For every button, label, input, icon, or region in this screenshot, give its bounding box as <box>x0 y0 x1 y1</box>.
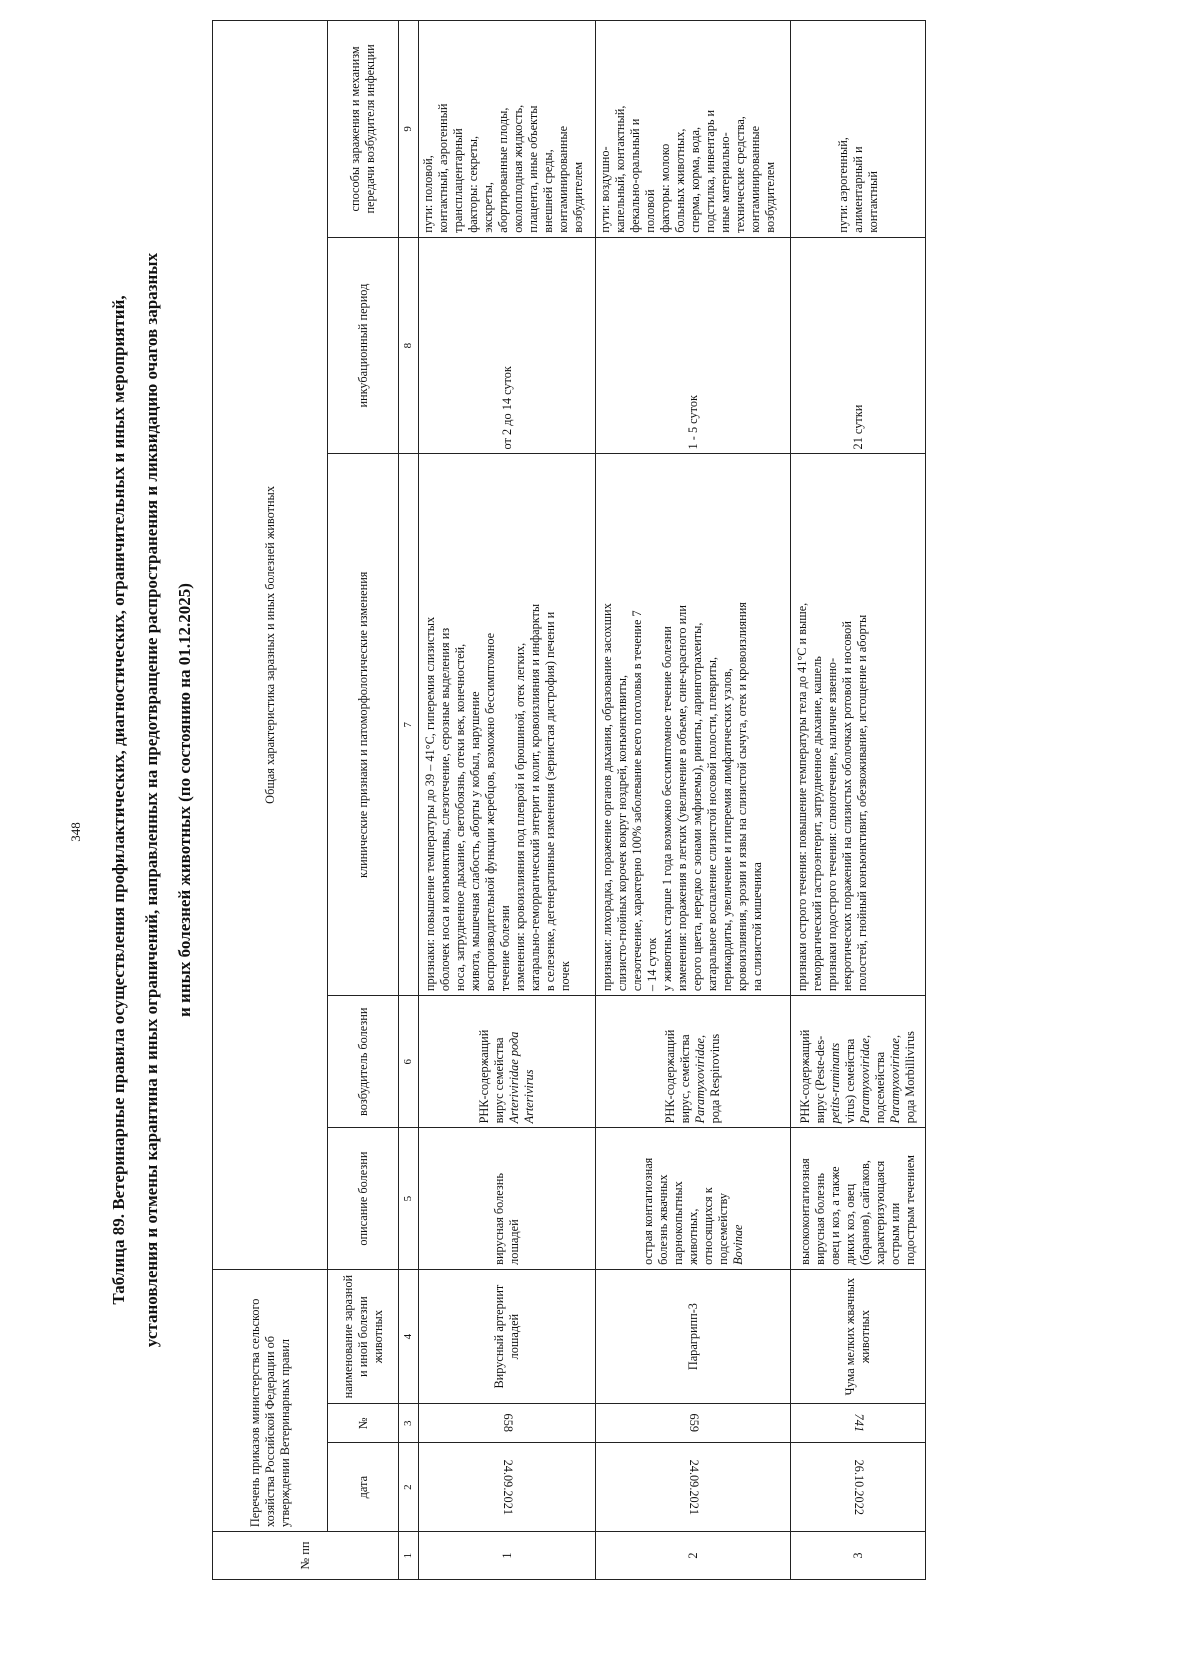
header-date: дата <box>328 1443 399 1532</box>
description-line: подсемейству <box>715 1192 730 1265</box>
agent-line: подсемейства <box>873 1051 887 1124</box>
incubation-period: 21 сутки <box>791 237 926 454</box>
table-row <box>419 21 596 1580</box>
description-line: парнокопытных <box>670 1181 685 1265</box>
description-line: высококонтагиозная <box>798 1158 812 1265</box>
header-clinical: клинические признаки и патоморфологические изменения <box>328 454 399 996</box>
clinical-line: в селезенке, дегенеративные изменения (зернистая дистрофия) печени и <box>543 611 557 992</box>
col-number: 1 <box>399 1532 419 1580</box>
description-line: подострым течением <box>903 1154 917 1265</box>
agent-line: РНК-содержащий <box>798 1029 812 1124</box>
order-date <box>419 1443 596 1532</box>
transmission <box>791 21 926 238</box>
disease-description <box>791 1128 926 1269</box>
description-line: животных, <box>685 1208 700 1265</box>
title-line: и иных болезней животных (по состоянию на 01.12.2025) <box>175 583 194 1017</box>
clinical-line: признаки острого течения: повышение температуры тела до 41°С и выше, <box>795 602 809 992</box>
header-description: описание болезни <box>328 1128 399 1269</box>
transmission-line: факторы: секреты, <box>466 135 480 233</box>
header-orders-group: Перечень приказов министерства сельского хозяйства Российской Федерации об утверждении Ветеринарных правил <box>213 1269 328 1531</box>
transmission-line: технические средства, <box>733 116 747 233</box>
order-number-text: 659 <box>686 1414 701 1433</box>
description-line: диких коз, овец <box>843 1183 857 1265</box>
description-line: Bovinae <box>730 1224 745 1265</box>
col-number: 2 <box>399 1443 419 1532</box>
order-number <box>791 1404 926 1443</box>
clinical-line: перикардиты, увеличение и гиперемия лимфатических узлов, <box>720 668 734 992</box>
disease-name: Чума мелких жвачных животных <box>791 1269 926 1404</box>
transmission-line: плацента, иные объекты <box>526 105 540 233</box>
agent-line: рода Respirovirus <box>708 1033 722 1124</box>
clinical-signs <box>596 454 791 996</box>
order-date-text: 24.09.2021 <box>686 1459 701 1515</box>
transmission-line: иные материально- <box>718 132 732 233</box>
transmission-line: контаминированные <box>748 125 762 233</box>
table-row <box>596 21 791 1580</box>
clinical-line: слизисто-гнойных корочек вокруг ноздрей, конъюнктивиты, <box>615 674 629 992</box>
agent-line: Arteriviridae рода <box>507 1031 521 1124</box>
clinical-line: течение болезни <box>498 905 512 992</box>
clinical-line: признаки: повышение температуры до 39 – 41°С, гиперемия слизистых <box>423 616 437 992</box>
transmission-line: пути: воздушно- <box>598 146 612 233</box>
clinical-signs <box>419 454 596 996</box>
order-number-text: 741 <box>851 1414 866 1433</box>
row-num: 2 <box>596 1532 791 1580</box>
agent-line: РНК-содержащий <box>477 1029 491 1124</box>
transmission-line: больных животных, <box>673 128 687 233</box>
clinical-line: катарально-геморрагический энтерит и колит, кровоизлияния и инфаркты <box>528 603 542 992</box>
incubation-period: 1 - 5 суток <box>596 237 791 454</box>
header-general-group: Общая характеристика заразных и иных болезней животных <box>213 21 328 1270</box>
col-number: 8 <box>399 237 419 454</box>
header-disease-name: наименование заразной и иной болезни животных <box>328 1269 399 1404</box>
transmission-line: половой <box>643 189 657 233</box>
transmission-line: фекально-оральный и <box>628 118 642 233</box>
header-transmission: способы заражения и механизм передачи возбудителя инфекции <box>328 21 399 238</box>
agent-line: petits-ruminants <box>828 1042 842 1124</box>
header-incubation: инкубационный период <box>328 237 399 454</box>
transmission-line: трансплацентарный <box>451 128 465 233</box>
rotated-page-content <box>90 0 1170 1610</box>
agent-line: вирус (Peste-des- <box>813 1035 827 1124</box>
agent-line: вирус, семейства <box>678 1034 692 1124</box>
clinical-line: некротических поражений на слизистых оболочках ротовой и носовой <box>840 621 854 992</box>
page-number: 348 <box>68 822 83 842</box>
rules-table <box>212 20 926 1580</box>
clinical-line: признаки подострого течения: слюнотечение, наличие язвенно- <box>825 657 839 992</box>
disease-description <box>596 1128 791 1269</box>
col-number: 7 <box>399 454 419 996</box>
title-line: Таблица 89. Ветеринарные правила осуществления профилактических, диагностических, ограничительных и иных мероприятий, <box>109 295 128 1305</box>
order-number <box>596 1404 791 1443</box>
transmission-line: алиментарный и <box>850 146 865 233</box>
transmission-line: контактный, аэрогенный <box>436 103 450 233</box>
disease-name: Вирусный артериит лошадей <box>419 1269 596 1404</box>
clinical-line: изменения: кровоизлияния под плеврой и брюшиной, отек легких, <box>513 642 527 992</box>
clinical-line: воспроизводительной функции жеребцов, возможно бессимптомное <box>483 632 497 992</box>
transmission-line: контаминированные <box>556 125 570 233</box>
clinical-line: геморрагический гастроэнтерит, затрудненное дыхание, кашель <box>810 656 824 992</box>
disease-agent <box>419 996 596 1128</box>
description-line: относящихся к <box>700 1187 715 1265</box>
table-title <box>102 0 194 1610</box>
agent-line: Paramyxoviridae, <box>858 1034 872 1124</box>
disease-description: вирусная болезнь лошадей <box>419 1128 596 1269</box>
transmission-line: пути: половой, <box>421 155 435 233</box>
col-number: 3 <box>399 1404 419 1443</box>
transmission-line: сперма, корма, вода, <box>688 126 702 233</box>
clinical-line: катаральное воспаление слизистой носовой полости, плевриты, <box>705 656 719 992</box>
col-number: 5 <box>399 1128 419 1269</box>
clinical-line: слезотечение, характерно 100% заболевание всего поголовья в течение 7 <box>630 610 644 992</box>
agent-line: рода Morbillivirus <box>903 1031 917 1124</box>
order-date-text: 24.09.2021 <box>500 1459 515 1515</box>
description-line: (баранов), сайгаков, <box>858 1160 872 1265</box>
row-num: 1 <box>419 1532 596 1580</box>
col-number: 6 <box>399 996 419 1128</box>
header-agent: возбудитель болезни <box>328 996 399 1128</box>
transmission-line: пути: аэрогенный, <box>835 137 850 233</box>
clinical-line: носа, затрудненное дыхание, светобоязнь, отеки век, конечностей, <box>453 643 467 992</box>
clinical-line: серого цвета, нередко с зонами эмфиземы), риниты, ларинготрахеиты, <box>690 622 704 992</box>
order-date <box>791 1443 926 1532</box>
transmission-line: контактный <box>865 171 880 233</box>
clinical-line: оболочек носа и конъюнктивы, слезотечение, серозные выделения из <box>438 627 452 992</box>
description-line: острая контагиозная <box>640 1157 655 1265</box>
transmission-line: внешней среды, <box>541 149 555 233</box>
order-number <box>419 1404 596 1443</box>
col-number: 4 <box>399 1269 419 1404</box>
title-line: установления и отмены карантина и иных ограничений, направленных на предотвращение распространения и ликвидацию очагов заразных <box>142 252 161 1348</box>
clinical-line: живота, мышечная слабость, аборты у кобыл, нарушение <box>468 691 482 992</box>
transmission-line: экскреты, <box>481 182 495 233</box>
header-order-num: № <box>328 1404 399 1443</box>
agent-line: virus) семейства <box>843 1038 857 1124</box>
description-line: острым или <box>888 1202 902 1265</box>
disease-agent <box>791 996 926 1128</box>
transmission-line: факторы: молоко <box>658 143 672 233</box>
clinical-line: полостей, гнойный конъюнктивит, обезвоживание, истощение и аборты <box>855 614 869 992</box>
clinical-line: – 14 суток <box>645 937 659 992</box>
col-number: 9 <box>399 21 419 238</box>
clinical-signs <box>791 454 926 996</box>
transmission-line: подстилка, инвентарь и <box>703 109 717 233</box>
column-number-row <box>399 21 419 1580</box>
incubation-period: от 2 до 14 суток <box>419 237 596 454</box>
transmission-line: абортированные плоды, <box>496 107 510 233</box>
transmission-line: возбудителем <box>571 161 585 233</box>
transmission-line: капельный, контактный, <box>613 105 627 233</box>
agent-line: Arterivirus <box>522 1069 536 1124</box>
description-line: характеризующаяся <box>873 1160 887 1265</box>
table-row <box>791 21 926 1580</box>
clinical-line: признаки: лихорадка, поражение органов дыхания, образование засохших <box>600 603 614 992</box>
disease-name: Парагрипп-3 <box>596 1269 791 1404</box>
clinical-line: кровоизлияния, эрозии и язвы на слизистой сычуга, отек и кровоизлияния <box>735 602 749 992</box>
transmission-line: возбудителем <box>763 161 777 233</box>
agent-line: вирус семейства <box>492 1037 506 1124</box>
transmission <box>419 21 596 238</box>
agent-line: Paramyxoviridae, <box>693 1034 707 1124</box>
row-num: 3 <box>791 1532 926 1580</box>
clinical-line: изменения: поражения в легких (увеличение в объеме, сине-красного или <box>675 605 689 992</box>
order-date <box>596 1443 791 1532</box>
clinical-line: на слизистой кишечника <box>750 862 764 992</box>
order-date-text: 26.10.2022 <box>851 1459 866 1515</box>
description-line: вирусная болезнь <box>813 1173 827 1265</box>
agent-line: РНК-содержащий <box>663 1029 677 1124</box>
transmission <box>596 21 791 238</box>
description-line: овец и коз, а также <box>828 1166 842 1265</box>
transmission-line: околоплодная жидкость, <box>511 104 525 233</box>
clinical-line: у животных старше 1 года возможно бессимптомное течение болезни <box>660 626 674 992</box>
description-line: болезнь жвачных <box>655 1174 670 1265</box>
order-number-text: 658 <box>500 1414 515 1433</box>
header-num: № пп <box>213 1532 399 1580</box>
disease-agent <box>596 996 791 1128</box>
clinical-line: почек <box>558 961 572 992</box>
agent-line: Paramyxovirinae, <box>888 1034 902 1124</box>
